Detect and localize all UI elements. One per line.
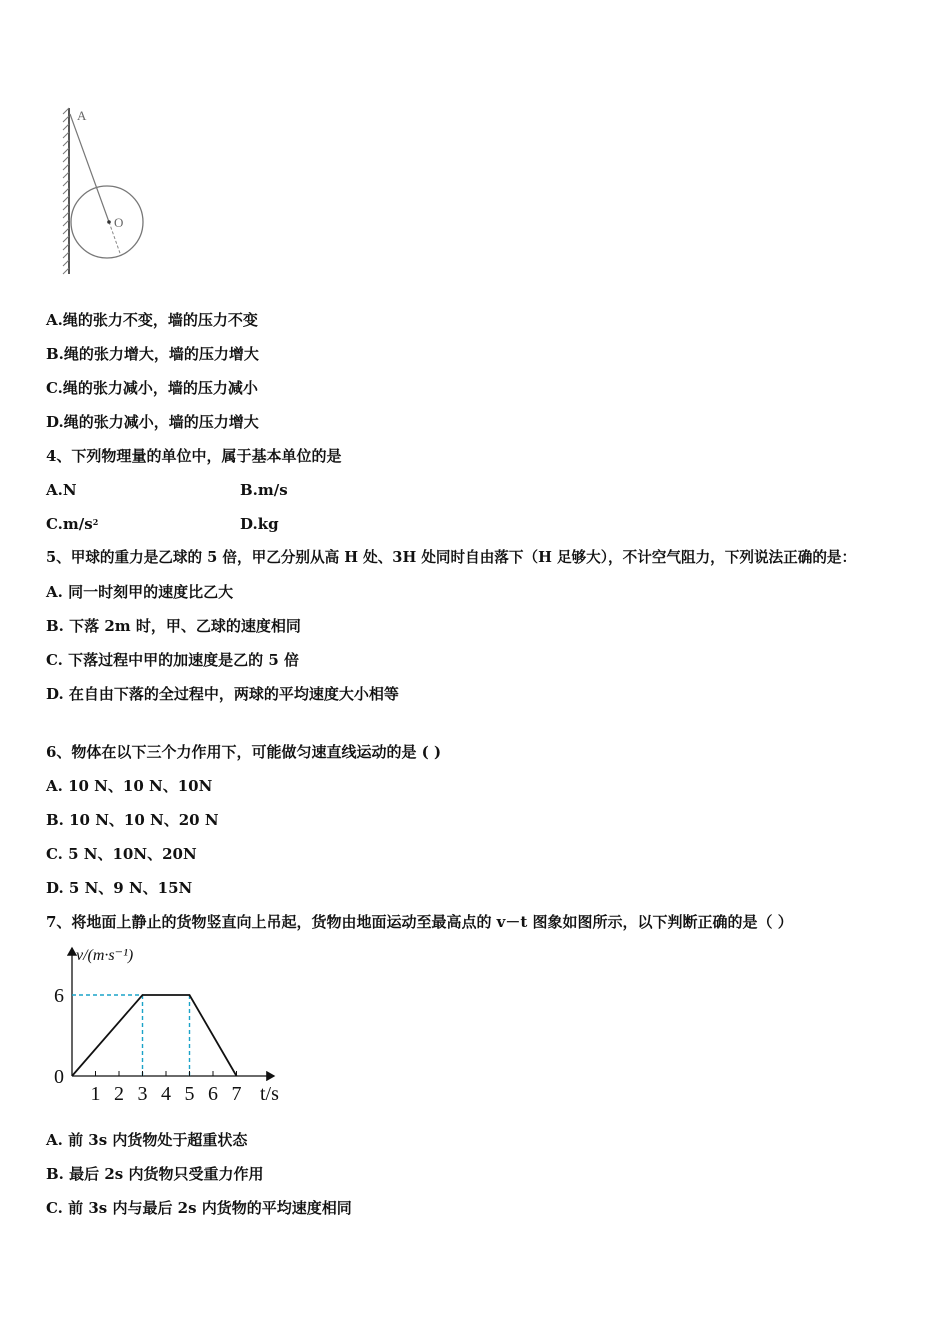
wall-hatching: [63, 108, 69, 274]
q6-option-a: A. 10 N、10 N、10N: [46, 777, 213, 795]
q7-option-c: C. 前 3s 内与最后 2s 内货物的平均速度相同: [46, 1199, 352, 1217]
q3-option-a: A.绳的张力不变，墙的压力不变: [46, 311, 258, 329]
q4-option-c-sup: 2: [92, 517, 99, 527]
q3-option-c: C.绳的张力减小，墙的压力减小: [46, 379, 258, 397]
q6-option-b: B. 10 N、10 N、20 N: [46, 811, 219, 829]
q4-option-c-text: C.m/s: [46, 515, 93, 533]
q6-stem: 6、物体在以下三个力作用下，可能做匀速直线运动的是 ( ): [46, 743, 442, 761]
q5-option-c: C. 下落过程中甲的加速度是乙的 5 倍: [46, 651, 300, 669]
q6-option-d: D. 5 N、9 N、15N: [46, 879, 193, 897]
q3-option-b: B.绳的张力增大，墙的压力增大: [46, 345, 259, 363]
q4-option-d: D.kg: [240, 515, 279, 533]
rope: [70, 114, 109, 222]
q4-option-a: A.N: [46, 481, 77, 499]
x-axis-label: t/s: [260, 1083, 279, 1105]
q7-option-a: A. 前 3s 内货物处于超重状态: [46, 1131, 248, 1149]
x-tick-label-7: 7: [231, 1083, 242, 1105]
q5-option-b: B. 下落 2m 时，甲、乙球的速度相同: [46, 617, 301, 635]
series-line: [72, 995, 237, 1076]
ball-center: [107, 220, 111, 224]
wall-ball-figure: [55, 100, 155, 280]
q5-option-a: A. 同一时刻甲的速度比乙大: [46, 583, 234, 601]
q6-option-c: C. 5 N、10N、20N: [46, 845, 197, 863]
q4-stem: 4、下列物理量的单位中，属于基本单位的是: [46, 447, 342, 465]
x-tick-label-6: 6: [208, 1083, 218, 1105]
q3-option-d: D.绳的张力减小，墙的压力增大: [46, 413, 259, 431]
vt-chart: [40, 938, 300, 1110]
label-a: A: [77, 108, 87, 123]
y-tick-label-0: 0: [54, 1066, 64, 1088]
q4-option-b: B.m/s: [240, 481, 288, 499]
x-tick-label-2: 2: [114, 1083, 124, 1105]
q7-stem: 7、将地面上静止的货物竖直向上吊起，货物由地面运动至最高点的 v－t 图象如图所示，以下判断正确的是（ ）: [46, 913, 793, 931]
x-tick-label-3: 3: [137, 1083, 148, 1105]
q7-option-b: B. 最后 2s 内货物只受重力作用: [46, 1165, 264, 1183]
label-o: O: [114, 215, 124, 230]
y-axis-label: v/(m·s⁻¹): [76, 947, 134, 964]
x-tick-label-5: 5: [184, 1083, 195, 1105]
x-tick-label-1: 1: [90, 1083, 101, 1105]
q5-option-d: D. 在自由下落的全过程中，两球的平均速度大小相等: [46, 685, 399, 703]
y-tick-label-6: 6: [54, 985, 64, 1007]
q4-option-c: [46, 514, 98, 534]
q5-stem: 5、甲球的重力是乙球的 5 倍，甲乙分别从高 H 处、3H 处同时自由落下（H 足够大），不计空气阻力，下列说法正确的是：: [46, 549, 857, 566]
ball: [71, 186, 143, 258]
x-tick-label-4: 4: [161, 1083, 171, 1105]
